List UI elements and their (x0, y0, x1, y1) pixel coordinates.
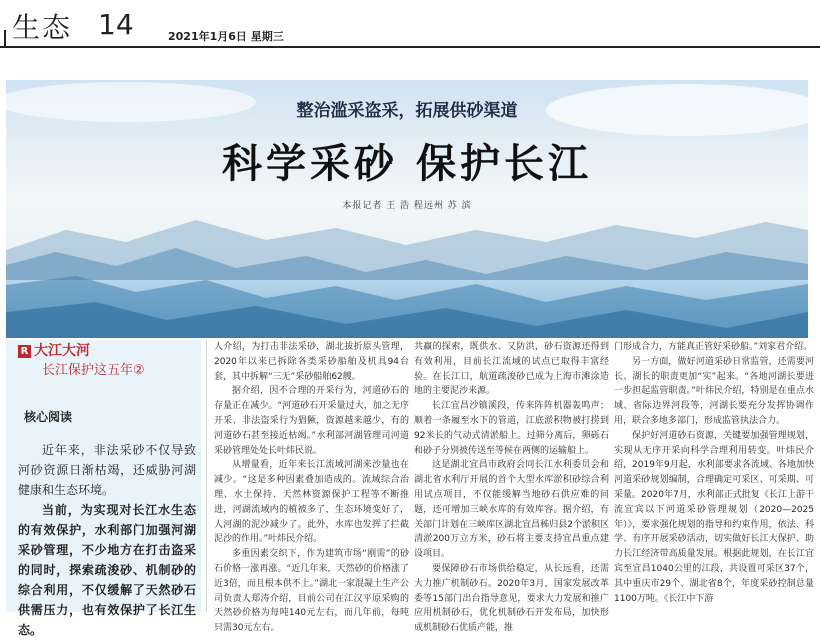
series-subtitle: 长江保护这五年② (42, 363, 145, 378)
series-title: 大江大河 (34, 343, 90, 359)
header-rule (0, 46, 820, 48)
page-header (0, 0, 820, 48)
banner-image (6, 80, 808, 338)
article-paragraph: 保护好河道砂石资源，关键要加强管理规划，实现从无序开采向科学合理利用转变。叶炜民介绍，2019年9月起，水利部要求各流域、各地加快河道采砂规划编制，合理确定可采区、可采期、可采量。2020年7月，水利部正式批复《长江上游干流宜宾以下河道采砂管理规划（2020—2025年）》，要求强化规划的指导和约束作用，依法、科学、有序开展采砂活动，切实做好长江大保护、助力长江经济带高质量发展。根据此规划，在长江宜宾至宜昌1040公里的江段，共设置可采区37个，其中重庆市29个、湖北省8个，年度采砂控制总量1100万吨。《长江中下游 (614, 430, 814, 604)
article-column-2 (214, 340, 409, 634)
section-title: 生态 (12, 11, 73, 44)
article-paragraph: 人介绍，为打击非法采砂，湖北拔折原头管理，2020年以来已拆除各类采砂船舶及机具94台套，其中拆解“三无”采砂船舶62艘。 (214, 342, 409, 382)
article-column-3 (414, 340, 609, 634)
article-paragraph: 门形成合力，方能真正管好采砂船。”刘家君介绍。 (614, 342, 813, 352)
key-reading-body (18, 440, 196, 640)
article-paragraph: 这是湖北宜昌市政府会同长江水利委员会和湖北省水利厅开展的首个大型水库淤积砂综合利用试点项目，不仅能缓解当地砂石供应难的问题，还可增加三峡水库的有效库容。据介绍，有关部门计划在三峡库区湖北宜昌秭归县2个淤积区清淤200万立方米，砂石将主要支持宜昌重点建设项目。 (414, 460, 609, 560)
banner-headline: 科学采砂 保护长江 (222, 140, 592, 187)
series-badge-icon: R (18, 345, 31, 358)
article-paragraph: 另一方面，做好河道采砂日常监管，还需要河长、湖长的职责更加“实”起来。“各地河湖长要进一步担起监管职责。”叶炜民介绍，特别是在重点水域、省际边界河段等，河湖长要充分发挥协调作用，联合多地多部门，形成监管执法合力。 (614, 356, 814, 426)
article-paragraph: 据介绍，因不合理的开采行为，河道砂石的存量正在减少。“河道砂石开采量过大，加之无序开采、非法盗采行为猖獗，资源越来越少，有的河道砂石甚至接近枯竭。”水利部河湖管理司河道采砂管理处处长叶炜民说。 (214, 386, 409, 456)
article-column-4 (614, 340, 814, 612)
series-heading (18, 344, 90, 359)
issue-date: 2021年1月6日 星期三 (168, 30, 284, 43)
banner-subtitle: 整治滥采盗采，拓展供砂渠道 (296, 101, 518, 121)
page-number: 14 (98, 8, 134, 41)
article-paragraph: 共赢的探索，既供水、又防洪，砂石资源还得到有效利用，目前长江流域的试点已取得丰富经验。在长江口，航道疏浚砂已成为上海市滩涂造地的主要泥沙来源。 (414, 342, 609, 397)
article-byline: 本报记者 王 浩 程远州 苏 滨 (342, 201, 472, 211)
column-divider (206, 340, 207, 612)
article-paragraph: 从增量看，近年来长江流域河湖来沙量也在减少。“这是多种因素叠加造成的。流域综合治理、水土保持、天然林资源保护工程等不断推进，河湖流域内的植被多了，生态环境变好了，人河湖的泥沙减少了。此外，水库也发挥了拦截泥沙的作用。”叶炜民介绍。 (214, 460, 409, 545)
article-paragraph: 要保障砂石市场供给稳定，从长远看，还需大力推广机制砂石。2020年3月，国家发展改革委等15部门出台指导意见，要求大力发展和推广应用机制砂石，优化机制砂石开发布局，加快形成机制砂石优质产能，推 (414, 563, 609, 634)
article-paragraph: 长江宜昌沙镇溪段，传来阵阵机器轰鸣声；顺着一条履至水下的管道，江底淤积物被打捞到92米长的气动式清淤船上。过筛分离后，卵砾石和砂子分别被传送至等候在两侧的运输船上。 (414, 401, 609, 456)
article-paragraph: 多重因素交织下，作为建筑市场“刚需”的砂石价格一涨再涨。“近几年来，天然砂的价格涨了近3倍，而且根本供不上。”湖北一家混凝土生产公司负责人郑涛介绍，目前公司在江汉平原采购的天然砂价格为每吨140元左右，而几年前，每吨只需30元左右。 (214, 549, 409, 634)
key-reading-paragraph: 当前，为实现对长江水生态的有效保护，水利部门加强河湖采砂管理，不少地方在打击盗采的同时，探索疏浚砂、机制砂的综合利用，不仅缓解了天然砂石供需压力，也有效保护了长江生态。 (18, 503, 196, 637)
key-reading-heading: 核心阅读 (24, 410, 73, 424)
sidebar-key-reading (6, 340, 201, 637)
key-reading-paragraph: 近年来，非法采砂不仅导致河砂资源日渐枯竭，还威胁河湖健康和生态环境。 (18, 443, 196, 497)
